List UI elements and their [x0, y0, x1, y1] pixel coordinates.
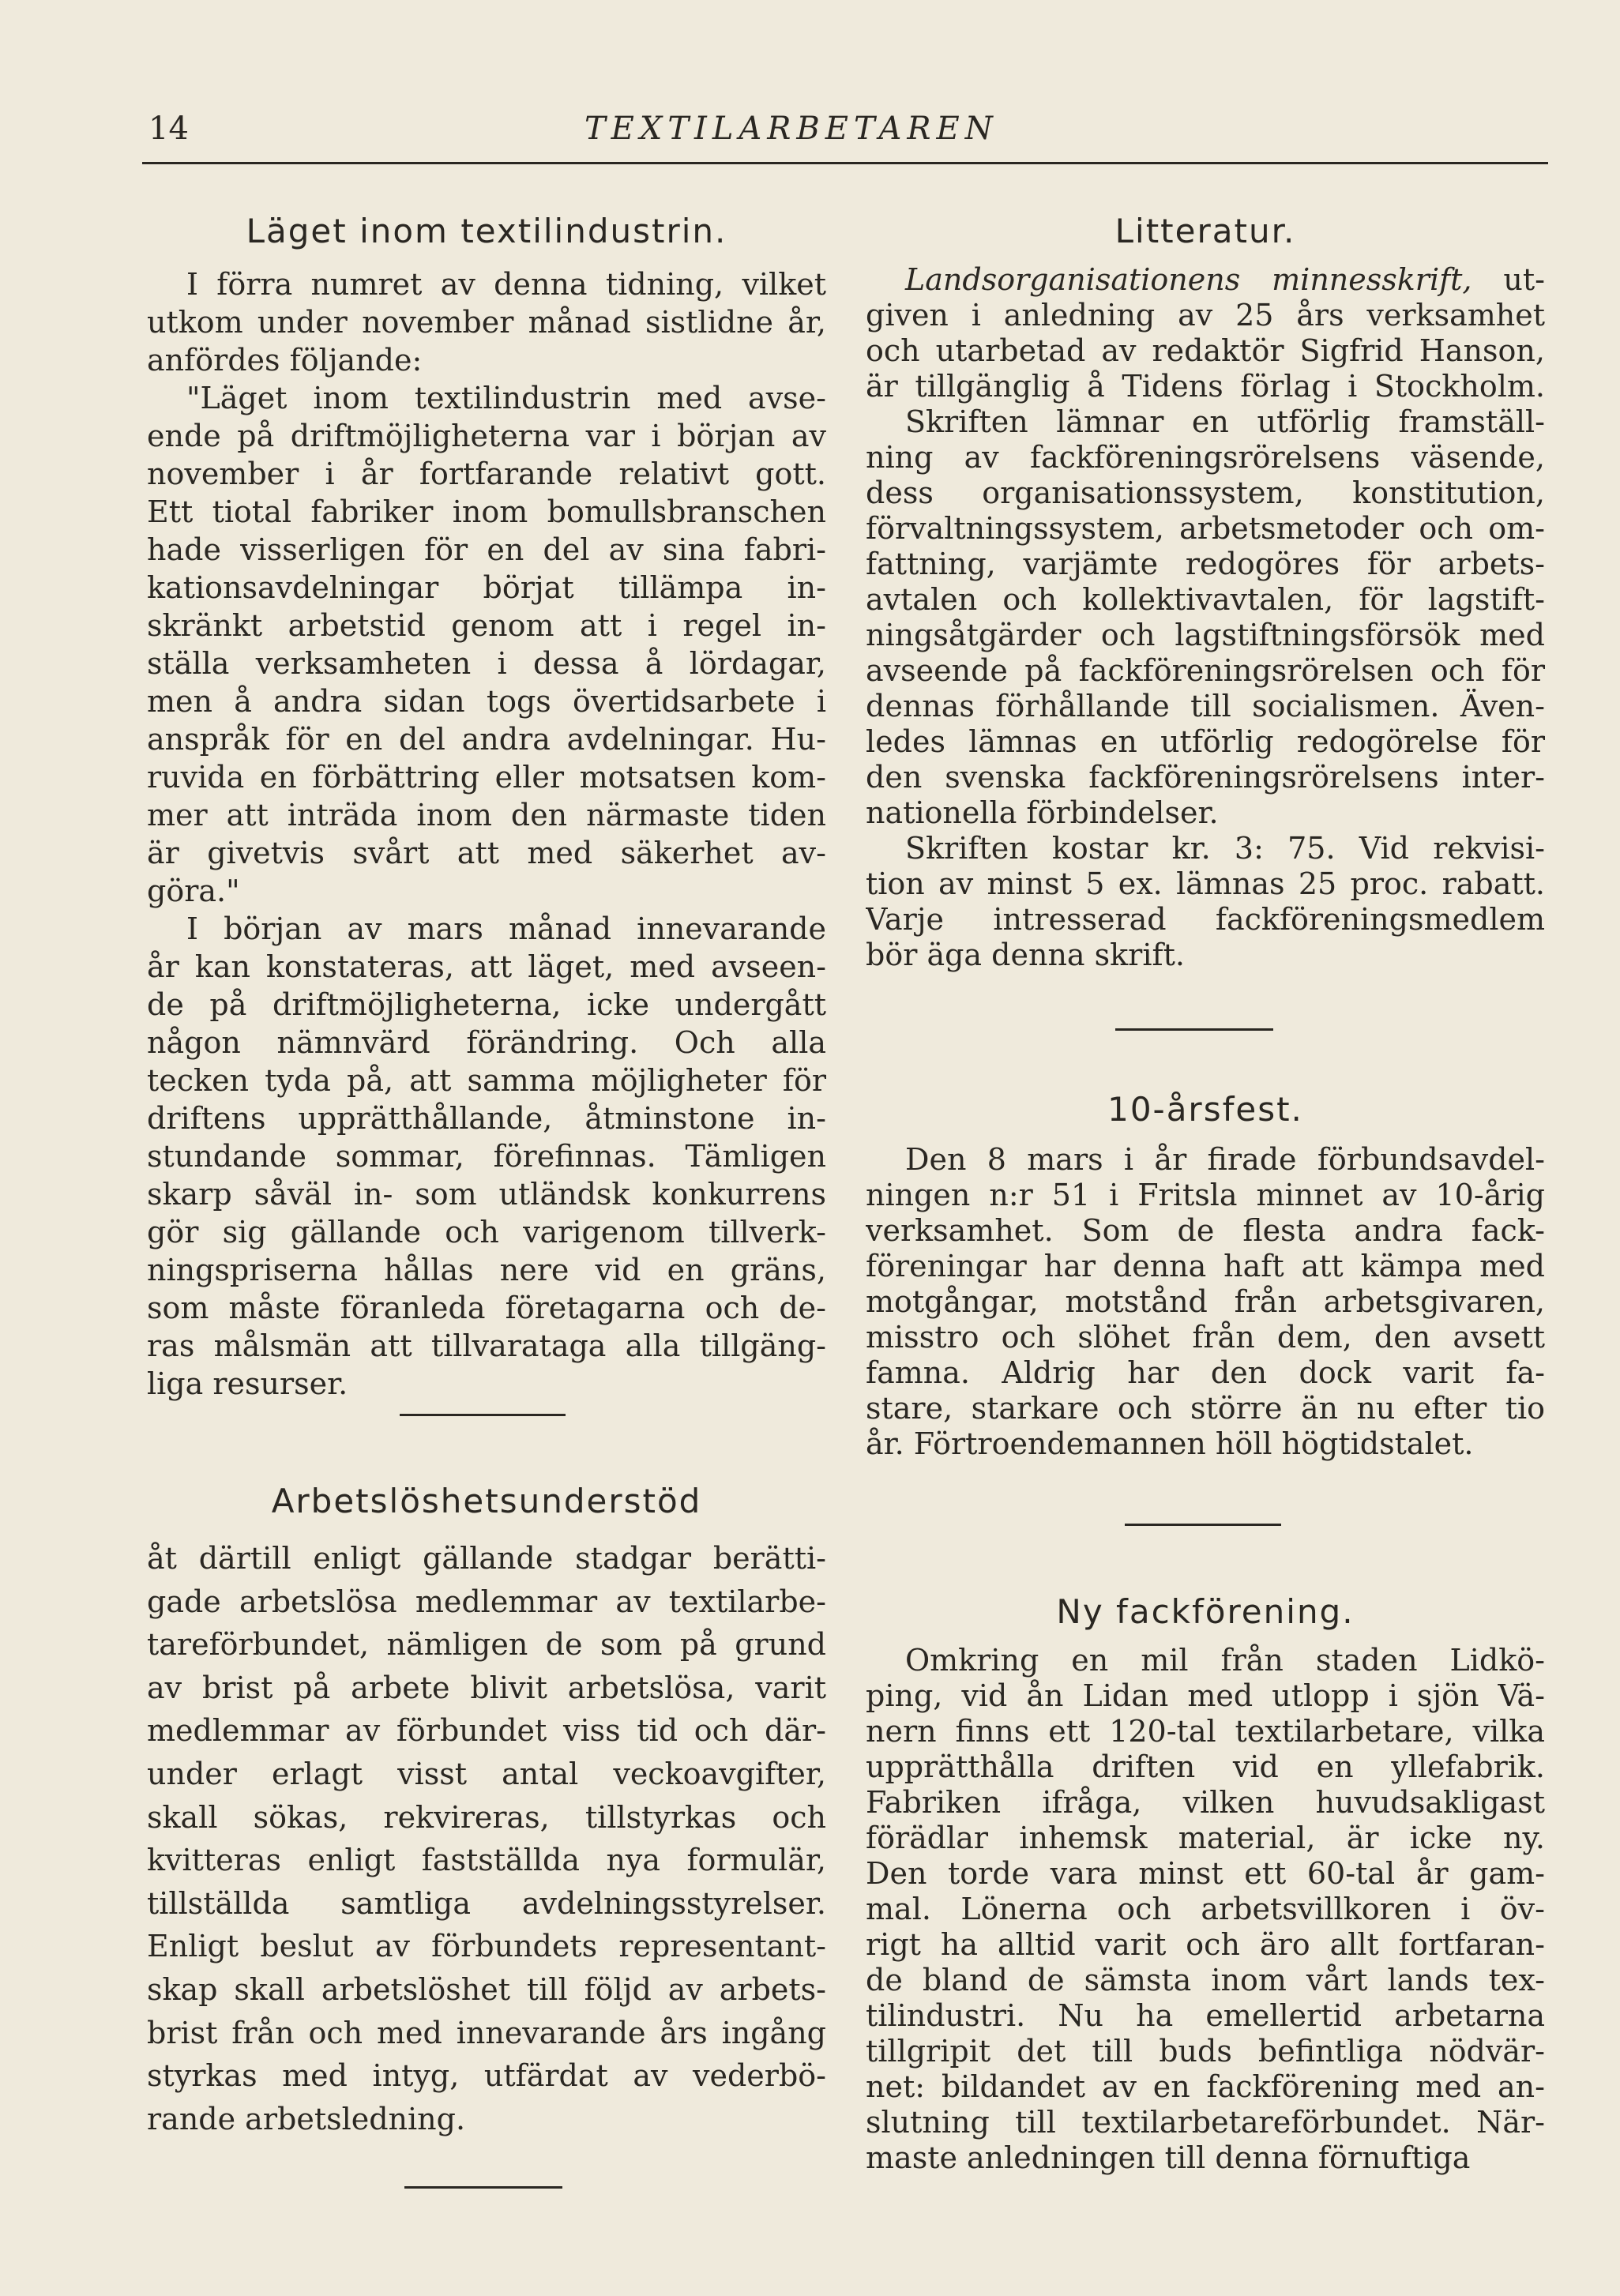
- text-line: nern finns ett 120-tal textilarbetare, vilka: [866, 1714, 1545, 1749]
- text-line: driftens upprätthållande, åtminstone in-: [147, 1101, 826, 1136]
- text-line: förädlar inhemsk material, är icke ny.: [866, 1821, 1545, 1855]
- text-line: tillställda samtliga avdelningsstyrelser.: [147, 1885, 826, 1921]
- text-line: Enligt beslut av förbundets representant-: [147, 1929, 826, 1964]
- article-heading-arsfest: 10-årsfest.: [1107, 1090, 1303, 1129]
- text-line: Den torde vara minst ett 60-tal år gam-: [866, 1856, 1545, 1891]
- text-line: avtalen och kollektivavtalen, för lagstift-: [866, 582, 1545, 617]
- text-line: anspråk för en del andra avdelningar. Hu-: [147, 722, 826, 757]
- article-heading-litteratur: Litteratur.: [1114, 212, 1296, 250]
- section-divider: [1125, 1524, 1281, 1526]
- text-line: rigt ha alltid varit och äro allt fortfaran-: [866, 1927, 1545, 1962]
- text-line: som måste föranleda företagarna och de-: [147, 1291, 826, 1325]
- section-divider: [400, 1414, 566, 1416]
- header-rule: [142, 162, 1548, 164]
- text-line: föreningar har denna haft att kämpa med: [866, 1249, 1545, 1283]
- text-line: november i år fortfarande relativt gott.: [147, 457, 826, 491]
- text-line: stundande sommar, förefinnas. Tämligen: [147, 1139, 826, 1174]
- text-line: dennas förhållande till socialismen. Även-: [866, 689, 1545, 723]
- text-line: åt därtill enligt gällande stadgar berätti-: [147, 1541, 826, 1576]
- text-line: men å andra sidan togs övertidsarbete i: [147, 684, 826, 719]
- text-line: ningspriserna hållas nere vid en gräns,: [147, 1253, 826, 1287]
- text-line: den svenska fackföreningsrörelsens inter-: [866, 760, 1545, 795]
- text-line: år. Förtroendemannen höll högtidstalet.: [866, 1426, 1474, 1461]
- text-line: ledes lämnas en utförlig redogörelse för: [866, 724, 1545, 759]
- text-line: medlemmar av förbundet viss tid och där-: [147, 1713, 826, 1749]
- text-line: ping, vid ån Lidan med utlopp i sjön Vä-: [866, 1678, 1545, 1713]
- text-line: gade arbetslösa medlemmar av textilarbe-: [147, 1584, 826, 1619]
- text-line: tecken tyda på, att samma möjligheter för: [147, 1063, 826, 1098]
- text-line: år kan konstateras, att läget, med avseen-: [147, 949, 826, 984]
- text-line: nationella förbindelser.: [866, 795, 1219, 830]
- text-line: Skriften kostar kr. 3: 75. Vid rekvisi-: [905, 831, 1545, 866]
- article-body-fackforening: [866, 1643, 1545, 2176]
- section-divider: [1115, 1028, 1273, 1031]
- page-header: [142, 111, 1548, 158]
- text-line: de på driftmöjligheterna, icke undergått: [147, 987, 826, 1022]
- running-title: TEXTILARBETAREN: [584, 111, 998, 147]
- text-line: fattning, varjämte redogöres för arbets-: [866, 547, 1545, 581]
- text-line: skränkt arbetstid genom att i regel in-: [147, 608, 826, 643]
- text-line: under erlagt visst antal veckoavgifter,: [147, 1756, 826, 1791]
- text-line: misstro och slöhet från dem, den avsett: [866, 1320, 1545, 1355]
- section-divider: [404, 2186, 562, 2189]
- text-line: rande arbetsledning.: [147, 2101, 466, 2136]
- text-line: tillgripit det till buds befintliga nödvär-: [866, 2034, 1545, 2069]
- text-line: Den 8 mars i år firade förbundsavdel-: [905, 1142, 1545, 1177]
- text-line: förvaltningssystem, arbetsmetoder och om-: [866, 511, 1545, 546]
- text-line: famna. Aldrig har den dock varit fa-: [866, 1355, 1545, 1390]
- text-line: Varje intresserad fackföreningsmedlem: [866, 902, 1545, 937]
- text-line: liga resurser.: [147, 1366, 348, 1401]
- text-line: dess organisationssystem, konstitution,: [866, 475, 1545, 510]
- text-line: mal. Lönerna och arbetsvillkoren i öv-: [866, 1892, 1545, 1926]
- text-line: är givetvis svårt att med säkerhet av-: [147, 836, 826, 870]
- text-line: skall sökas, rekvireras, tillstyrkas och: [147, 1799, 826, 1835]
- article-heading-fackforening: Ny fackförening.: [1056, 1592, 1355, 1631]
- text-line: skap skall arbetslöshet till följd av arbets-: [147, 1971, 826, 2007]
- article-heading-arbetsloshet: Arbetslöshetsunderstöd: [271, 1482, 702, 1520]
- text-line: gör sig gällande och varigenom tillverk-: [147, 1215, 826, 1249]
- text-line: ningsåtgärder och lagstiftningsförsök med: [866, 618, 1545, 652]
- text-line: kationsavdelningar börjat tillämpa in-: [147, 570, 826, 605]
- text-line: I början av mars månad innevarande: [186, 911, 826, 946]
- text-line: verksamhet. Som de flesta andra fack-: [866, 1213, 1545, 1248]
- text-line: kvitteras enligt fastställda nya formulär,: [147, 1843, 826, 1878]
- text-line: "Läget inom textilindustrin med avse-: [186, 381, 826, 415]
- text-line: hade visserligen för en del av sina fabri-: [147, 532, 826, 567]
- text-line: är tillgänglig å Tidens förlag i Stockholm.: [866, 369, 1545, 404]
- text-line: ställa verksamheten i dessa å lördagar,: [147, 646, 826, 681]
- text-line: och utarbetad av redaktör Sigfrid Hanson,: [866, 333, 1545, 368]
- text-line: göra.": [147, 874, 240, 908]
- text-line: avseende på fackföreningsrörelsen och för: [866, 653, 1545, 688]
- text-line: slutning till textilarbetareförbundet. När-: [866, 2105, 1545, 2140]
- text-line: Ett tiotal fabriker inom bomullsbranschen: [147, 494, 826, 529]
- text-line: net: bildandet av en fackförening med an-: [866, 2069, 1545, 2104]
- text-line: ende på driftmöjligheterna var i början av: [147, 419, 826, 453]
- text-line: I förra numret av denna tidning, vilket: [186, 267, 826, 302]
- article-body-arbetsloshet: [147, 1537, 826, 2140]
- text-line: ning av fackföreningsrörelsens väsende,: [866, 440, 1545, 475]
- text-line: utkom under november månad sistlidne år,: [147, 305, 826, 340]
- article-body-litteratur: [866, 262, 1545, 973]
- text-line: upprätthålla driften vid en yllefabrik.: [866, 1749, 1545, 1784]
- text-line: de bland de sämsta inom vårt lands tex-: [866, 1963, 1545, 1997]
- text-line: ras målsmän att tillvarataga alla tillgäng-: [147, 1328, 826, 1363]
- text-line: tion av minst 5 ex. lämnas 25 proc. rabatt.: [866, 866, 1545, 901]
- text-line: brist från och med innevarande års ingång: [147, 2015, 826, 2050]
- article-heading-laget: Läget inom textilindustrin.: [246, 212, 727, 250]
- text-line: given i anledning av 25 års verksamhet: [866, 298, 1545, 333]
- text-line: ningen n:r 51 i Fritsla minnet av 10-årig: [866, 1178, 1545, 1212]
- text-line: anfördes följande:: [147, 343, 423, 378]
- text-line: av brist på arbete blivit arbetslösa, varit: [147, 1670, 826, 1705]
- text-line: tilindustri. Nu ha emellertid arbetarna: [866, 1998, 1545, 2033]
- publication-title: Landsorganisationens minnesskrift,: [905, 262, 1472, 297]
- text-line: Skriften lämnar en utförlig framställ-: [905, 404, 1545, 439]
- text-line: motgångar, motstånd från arbetsgivaren,: [866, 1284, 1545, 1319]
- text-line: styrkas med intyg, utfärdat av vederbö-: [147, 2058, 826, 2094]
- text-line: någon nämnvärd förändring. Och alla: [147, 1025, 826, 1060]
- text-line: ruvida en förbättring eller motsatsen kom-: [147, 760, 826, 795]
- page-number: 14: [148, 111, 189, 147]
- article-body-arsfest: [866, 1142, 1545, 1462]
- text-line: stare, starkare och större än nu efter tio: [866, 1391, 1545, 1426]
- text-fragment: ut-: [1472, 262, 1545, 297]
- text-line: skarp såväl in- som utländsk konkurrens: [147, 1177, 826, 1212]
- text-line: Fabriken ifråga, vilken huvudsakligast: [866, 1785, 1545, 1820]
- article-body-laget: [147, 265, 826, 1403]
- text-line: [866, 262, 1545, 298]
- text-line: Omkring en mil från staden Lidkö-: [905, 1643, 1545, 1678]
- text-line: bör äga denna skrift.: [866, 938, 1185, 972]
- text-line: tareförbundet, nämligen de som på grund: [147, 1627, 826, 1663]
- text-line: maste anledningen till denna förnuftiga: [866, 2140, 1471, 2175]
- text-line: mer att inträda inom den närmaste tiden: [147, 798, 826, 832]
